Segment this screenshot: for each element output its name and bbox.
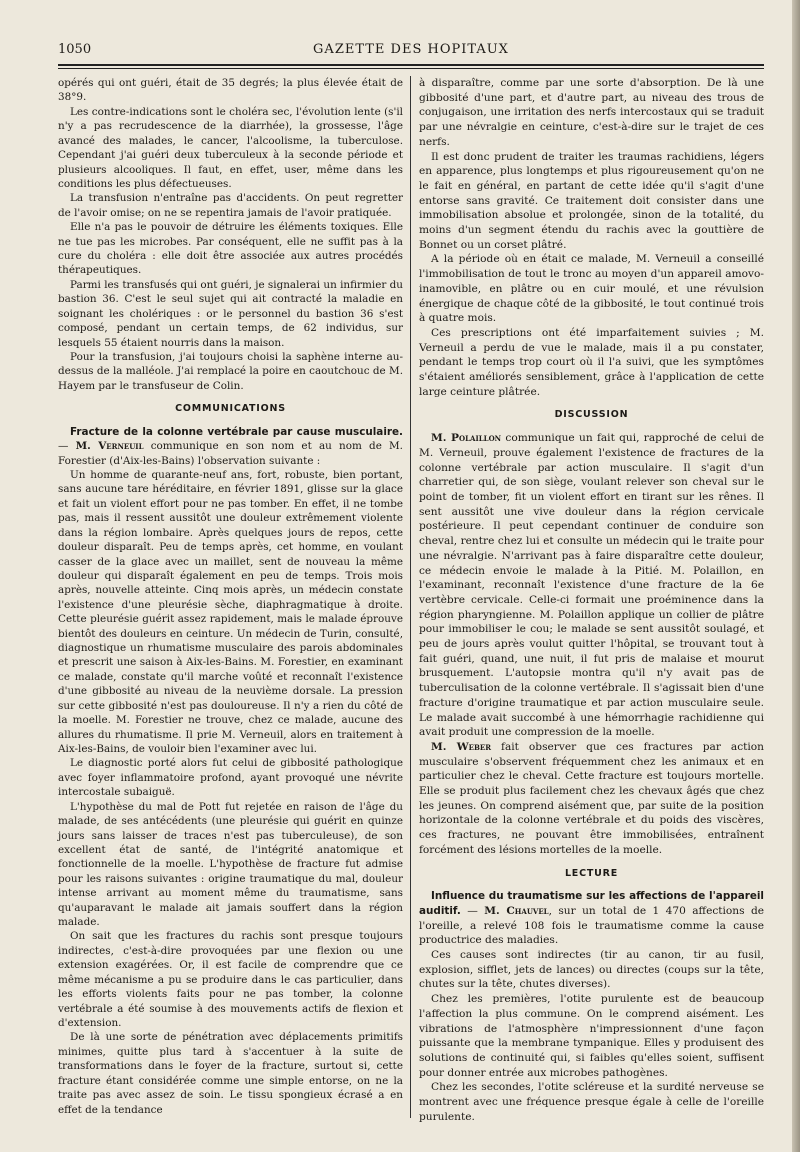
- paragraph: La transfusion n'entraîne pas d'accidents. On peut regretter de l'avoir omise; on ne se repentira jamais de l'avoir pratiquée.: [58, 192, 403, 219]
- dash: —: [460, 904, 485, 917]
- page-number: 1050: [58, 42, 92, 57]
- header-rule-thick: [58, 64, 764, 66]
- lecture-title: Influence du traumatisme sur les affections de l'appareil auditif.: [419, 890, 764, 917]
- paragraph: Ces prescriptions ont été imparfaitement suivies ; M. Verneuil a perdu de vue le malade, mais il a pu constater, pendant le temps trop court où il l'a suivi, que les symptômes s'étaient améliorés sensiblement, grâce à l'application de cette large ceinture plâtrée.: [419, 326, 764, 398]
- paragraph: Chez les secondes, l'otite scléreuse et la surdité nerveuse se montrent avec une fréquence presque égale à celle de l'oreille purulente.: [419, 1081, 764, 1123]
- author-name: M. Chauvel: [484, 904, 549, 917]
- discussion-text: communique un fait qui, rapproché de celui de M. Verneuil, prouve également l'existence de fractures de la colonne vertébrale par action musculaire. Il s'agit d'un charretier qui, de son siège, voulant relever son cheval sur le point de tomber, fit un violent effort en tirant sur les rênes. Il sent aussitôt une vive douleur dans la région cervicale postérieure. Il peut cependant continuer de conduire son cheval, rentre chez lui et consulte un médecin qui le traite pour une névralgie. N'arrivant pas à faire disparaître cette douleur, ce médecin envoie le malade à la Pitié. M. Polaillon, en l'examinant, reconnaît l'existence d'une fracture de la 6e vertèbre cervicale. Celle-ci formait une proéminence dans la région pharyngienne. M. Polaillon applique un collier de plâtre pour immobiliser le cou; le malade se sent aussitôt soulagé, et peu de jours après voulut quitter l'hôpital, se trouvant tout à fait guéri, quand, une nuit, il fut pris de malaise et mourut brusquement. L'autopsie montra qu'il n'y avait pas de tuberculisation de la colonne vertébrale. Il s'agissait bien d'une fracture d'origine traumatique et par action musculaire seule. Le malade avait succombé à une hémorrhagie rachidienne qui avait produit une compression de la moelle.: [419, 432, 765, 739]
- paragraph: Il est donc prudent de traiter les traumas rachidiens, légers en apparence, plus longtemps et plus rigoureusement qu'on ne le fait en général, en partant de cette idée qu'il s'agit d'une entorse sans gravité. Ce traitement doit consister dans une immobilisation absolue et prolongée, sinon de la totalité, du moins d'un segment étendu du rachis avec la gouttière de Bonnet ou un corset plâtré.: [419, 150, 764, 251]
- header-rule-thin: [58, 68, 764, 69]
- right-column: [419, 76, 764, 1125]
- page-edge: [792, 0, 800, 1152]
- section-heading-lecture: LECTURE: [564, 867, 619, 879]
- section-heading-communications: COMMUNICATIONS: [175, 403, 286, 415]
- discussion-text: fait observer que ces fractures par action musculaire s'observent fréquemment chez les animaux et en particulier chez le cheval. Cette fracture est toujours mortelle. Elle se produit plus facilement chez les chevaux âgés que chez les jeunes. On comprend aisément que, par suite de la position horizontale de la colonne vertébrale et du poids des viscères, ces fractures, ne pouvant être immobilisées, entraînent forcément des lésions mortelles de la moelle.: [419, 740, 765, 856]
- author-name: M. Weber: [431, 740, 492, 753]
- column-divider: [410, 76, 411, 1118]
- paragraph: Ces causes sont indirectes (tir au canon, tir au fusil, explosion, sifflet, jets de lances) ou directes (coups sur la tête, chutes sur la tête, chutes diverses).: [419, 949, 764, 991]
- paragraph: De là une sorte de pénétration avec déplacements primitifs minimes, quitte plus tard à s'accentuer à la suite de transformations dans le foyer de la fracture, surtout si, cette fracture étant considérée comme une simple entorse, on ne la traite pas avec assez de soin. Le tissu spongieux écrasé a en effet de la tendance: [58, 1031, 403, 1116]
- paragraph: Un homme de quarante-neuf ans, fort, robuste, bien portant, sans aucune tare héréditaire, en février 1891, glisse sur la glace et fait un violent effort pour ne pas tomber. En effet, il ne tombe pas, mais il ressent aussitôt une douleur extrêmement violente dans la région lombaire. Après quelques jours de repos, cette douleur disparaît. Peu de temps après, cet homme, en voulant casser de la glace avec un maillet, sent de nouveau la même douleur qui disparaît également en peu de temps. Trois mois après, nouvelle atteinte. Cinq mois après, un médecin constate l'existence d'une pleurésie sèche, diaphragmatique à droite. Cette pleurésie guérit assez rapidement, mais le malade éprouve bientôt des douleurs en ceinture. Un médecin de Turin, consulté, diagnostique un rhumatisme musculaire des parois abdominales et prescrit une saison à Aix-les-Bains. M. Forestier, en examinant ce malade, constate qu'il marche voûté et reconnaît l'existence d'une gibbosité au niveau de la neuvième dorsale. La pression sur cette gibbosité n'est pas douloureuse. Il n'y a rien du côté de la moelle. M. Forestier ne trouve, chez ce malade, aucune des allures du rhumatisme. Il prie M. Verneuil, alors en traitement à Aix-les-Bains, de vouloir bien l'examiner avec lui.: [58, 468, 403, 755]
- paragraph: Chez les premières, l'otite purulente est de beaucoup l'affection la plus commune. On le comprend aisément. Les vibrations de l'atmosphère n'impressionnent d'une façon puissante que la membrane tympanique. Elles y produisent des solutions de continuité qui, si faibles qu'elles soient, suffisent pour donner entrée aux microbes pathogènes.: [419, 993, 764, 1079]
- paragraph: à disparaître, comme par une sorte d'absorption. De là une gibbosité d'une part, et d'autre part, au niveau des trous de conjugaison, une irritation des nerfs intercostaux qui se traduit par une névralgie en ceinture, c'est-à-dire sur le trajet de ces nerfs.: [419, 77, 764, 148]
- paragraph: opérés qui ont guéri, était de 35 degrés; la plus élevée était de 38°9.: [58, 77, 403, 104]
- left-column: [58, 76, 403, 1117]
- journal-title: GAZETTE DES HOPITAUX: [313, 42, 509, 57]
- paragraph: L'hypothèse du mal de Pott fut rejetée en raison de l'âge du malade, de ses antécédents (une pleurésie qui guérit en quinze jours sans laisser de traces n'est pas tuberculeuse), de son excellent état de santé, de l'intégrité anatomique et fonctionnelle de la moelle. L'hypothèse de fracture fut admise pour les raisons suivantes : origine traumatique du mal, douleur intense arrivant au moment même du traumatisme, sans qu'auparavant le malade ait jamais souffert dans la région malade.: [58, 800, 403, 929]
- section-heading-discussion: DISCUSSION: [554, 409, 629, 421]
- discussion-weber: [419, 740, 764, 858]
- paragraph: Elle n'a pas le pouvoir de détruire les éléments toxiques. Elle ne tue pas les microbes. Par conséquent, elle ne suffit pas à la cure du choléra : elle doit être associée aux autres procédés thérapeutiques.: [58, 221, 403, 277]
- paragraph: A la période où en était ce malade, M. Verneuil a conseillé l'immobilisation de tout le tronc au moyen d'un appareil amovo-inamovible, en plâtre ou en cuir moulé, et une révulsion énergique de chaque côté de la gibbosité, le tout continué trois à quatre mois.: [419, 253, 764, 325]
- discussion-polaillon: [419, 431, 764, 740]
- paragraph: Les contre-indications sont le choléra sec, l'évolution lente (s'il n'y a pas recrudescence de la diarrhée), la grossesse, l'âge avancé des malades, le cancer, l'alcoolisme, la tuberculose. Cependant j'ai guéri deux tuberculeux à la seconde période et plusieurs alcooliques. Il faut, en effet, user, même dans les conditions les plus défectueuses.: [58, 105, 403, 190]
- lecture-text: , sur un total de 1 470 affections de l'oreille, a relevé 108 fois le traumatisme comme la cause productrice des maladies.: [419, 904, 764, 947]
- paragraph: Le diagnostic porté alors fut celui de gibbosité pathologique avec foyer inflammatoire profond, ayant provoqué une névrite intercostale subaiguë.: [58, 757, 403, 799]
- author-name: M. Polaillon: [431, 432, 502, 445]
- communication-text: communique en son nom et au nom de M. Forestier (d'Aix-les-Bains) l'observation suivante :: [58, 440, 403, 467]
- paragraph: Parmi les transfusés qui ont guéri, je signalerai un infirmier du bastion 36. C'est le seul sujet qui ait contracté la maladie en soignant les cholériques : or le personnel du bastion 36 s'est composé, pendant un certain temps, de 62 individus, sur lesquels 55 étaient nourris dans la maison.: [58, 278, 403, 349]
- lecture-intro: [419, 889, 764, 948]
- author-name: M. Verneuil: [75, 440, 144, 453]
- communication-title: Fracture de la colonne vertébrale par cause musculaire.: [70, 425, 403, 438]
- paragraph: On sait que les fractures du rachis sont presque toujours indirectes, c'est-à-dire provoquées par une flexion ou une extension exagérées. Or, il est facile de comprendre que ce même mécanisme a pu se produire dans le cas particulier, dans les efforts violents faits pour ne pas tomber, la colonne vertébrale a été soumise à des mouvements actifs de flexion et d'extension.: [58, 930, 403, 1029]
- paragraph: Pour la transfusion, j'ai toujours choisi la saphène interne au-dessus de la malléole. J'ai remplacé la poire en caoutchouc de M. Hayem par le transfuseur de Colin.: [58, 351, 403, 392]
- communication-intro: [58, 425, 403, 468]
- dash: —: [58, 440, 76, 453]
- page-header: [58, 42, 764, 60]
